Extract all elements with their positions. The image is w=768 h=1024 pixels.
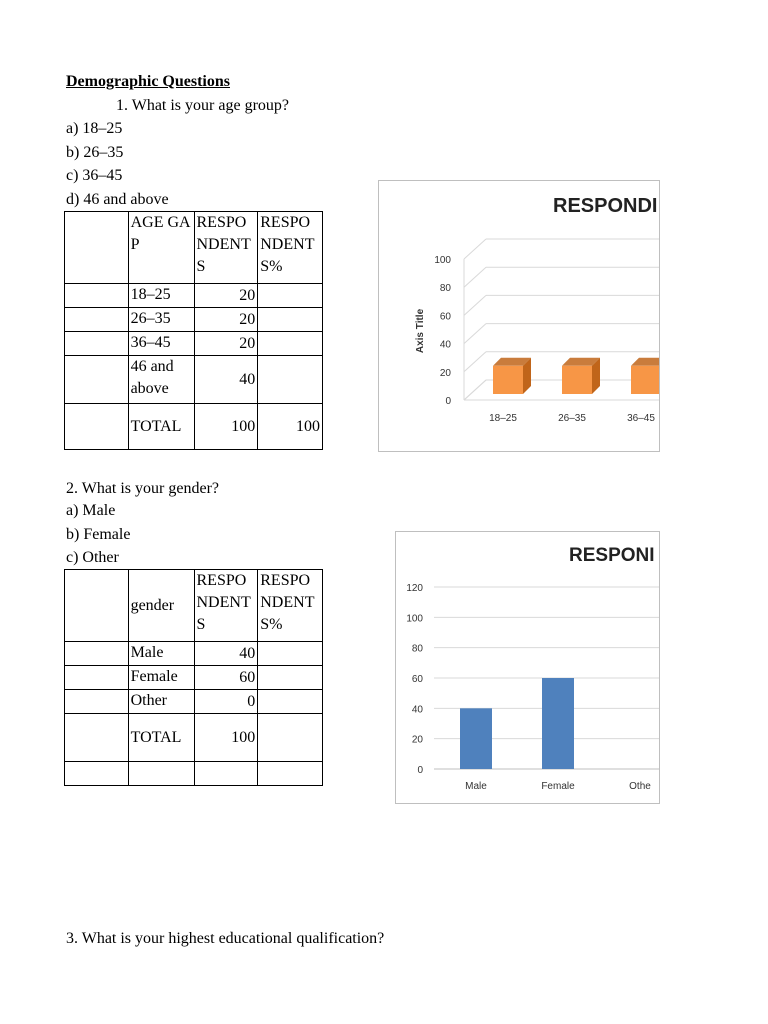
q1-option-c: c) 36–45 [66, 167, 123, 184]
bar [493, 366, 523, 394]
y-tick-label: 40 [439, 339, 451, 351]
table-row [65, 762, 323, 786]
row-value: 40 [194, 356, 258, 404]
row-pct [258, 690, 323, 714]
bar [562, 366, 592, 394]
row-value: 40 [194, 642, 258, 666]
y-tick-label: 0 [417, 765, 423, 776]
table-row [65, 332, 323, 356]
gender-header: gender [128, 570, 194, 642]
row-pct [258, 666, 323, 690]
x-tick-label: Female [541, 781, 575, 792]
table-row [65, 690, 323, 714]
q1-option-a: a) 18–25 [66, 120, 123, 137]
respondents-pct-header: RESPONDENTS% [258, 212, 323, 284]
y-tick-label: 100 [434, 255, 451, 266]
page-heading: Demographic Questions [66, 73, 230, 90]
x-tick-label: 36–45 [627, 413, 655, 424]
gender-chart-plot [396, 532, 659, 803]
row-pct [258, 356, 323, 404]
y-tick-label: 0 [445, 396, 451, 407]
age-chart-plot [379, 181, 659, 451]
row-label: 18–25 [128, 284, 194, 308]
question-2: 2. What is your gender? [66, 480, 219, 497]
y-tick-label: 20 [411, 734, 423, 746]
gridline [464, 239, 486, 259]
row-label: Female [128, 666, 194, 690]
gridline [464, 295, 486, 315]
y-axis-title: Axis Title [415, 308, 426, 354]
q2-option-c: c) Other [66, 549, 119, 566]
y-tick-label: 60 [411, 674, 423, 685]
table-total-row [65, 404, 323, 450]
y-tick-label: 80 [439, 283, 451, 295]
gender-chart [395, 531, 660, 804]
total-label: TOTAL [128, 404, 194, 450]
gridline [464, 267, 486, 287]
gender-table [64, 569, 323, 786]
table-cell [65, 212, 129, 284]
bar [542, 678, 574, 769]
row-value: 0 [194, 690, 258, 714]
chart-title: RESPONDI [553, 195, 658, 217]
y-tick-label: 60 [439, 311, 451, 323]
row-pct [258, 642, 323, 666]
bar [631, 366, 659, 394]
respondents-pct-header: RESPONDENTS% [258, 570, 323, 642]
row-label: Male [128, 642, 194, 666]
age-gap-header: AGE GAP [128, 212, 194, 284]
x-tick-label: Male [465, 781, 487, 792]
table-row [65, 308, 323, 332]
table-row [65, 284, 323, 308]
age-table [64, 211, 323, 450]
total-pct [258, 714, 323, 762]
chart-title: RESPONI [569, 545, 655, 566]
q2-option-b: b) Female [66, 526, 131, 543]
row-pct [258, 308, 323, 332]
gridline [464, 380, 486, 400]
row-value: 20 [194, 284, 258, 308]
y-tick-label: 120 [406, 583, 423, 594]
gridline [464, 352, 486, 372]
gridline [464, 324, 486, 344]
respondents-header: RESPONDENTS [194, 570, 258, 642]
question-3: 3. What is your highest educational qualification? [66, 930, 385, 947]
x-tick-label: 26–35 [558, 413, 586, 424]
age-chart [378, 180, 660, 452]
row-label: 26–35 [128, 308, 194, 332]
y-tick-label: 40 [411, 704, 423, 716]
x-tick-label: Othe [629, 781, 651, 792]
respondents-header: RESPONDENTS [194, 212, 258, 284]
row-pct [258, 332, 323, 356]
y-tick-label: 100 [406, 613, 423, 625]
row-value: 20 [194, 332, 258, 356]
table-row [65, 666, 323, 690]
bar-top [631, 358, 659, 366]
bar [460, 708, 492, 769]
table-total-row [65, 714, 323, 762]
row-value: 20 [194, 308, 258, 332]
total-label: TOTAL [128, 714, 194, 762]
row-label: Other [128, 690, 194, 714]
q1-option-d: d) 46 and above [66, 191, 169, 208]
y-tick-label: 80 [411, 643, 423, 655]
table-row [65, 356, 323, 404]
row-pct [258, 284, 323, 308]
question-1: 1. What is your age group? [116, 97, 289, 114]
row-value: 60 [194, 666, 258, 690]
total-value: 100 [194, 404, 258, 450]
total-value: 100 [194, 714, 258, 762]
row-label: 36–45 [128, 332, 194, 356]
table-cell [65, 570, 129, 642]
q1-option-b: b) 26–35 [66, 144, 124, 161]
table-row [65, 642, 323, 666]
y-tick-label: 20 [439, 367, 451, 379]
row-label: 46 and above [128, 356, 194, 404]
total-pct: 100 [258, 404, 323, 450]
q2-option-a: a) Male [66, 502, 116, 519]
x-tick-label: 18–25 [489, 413, 517, 424]
